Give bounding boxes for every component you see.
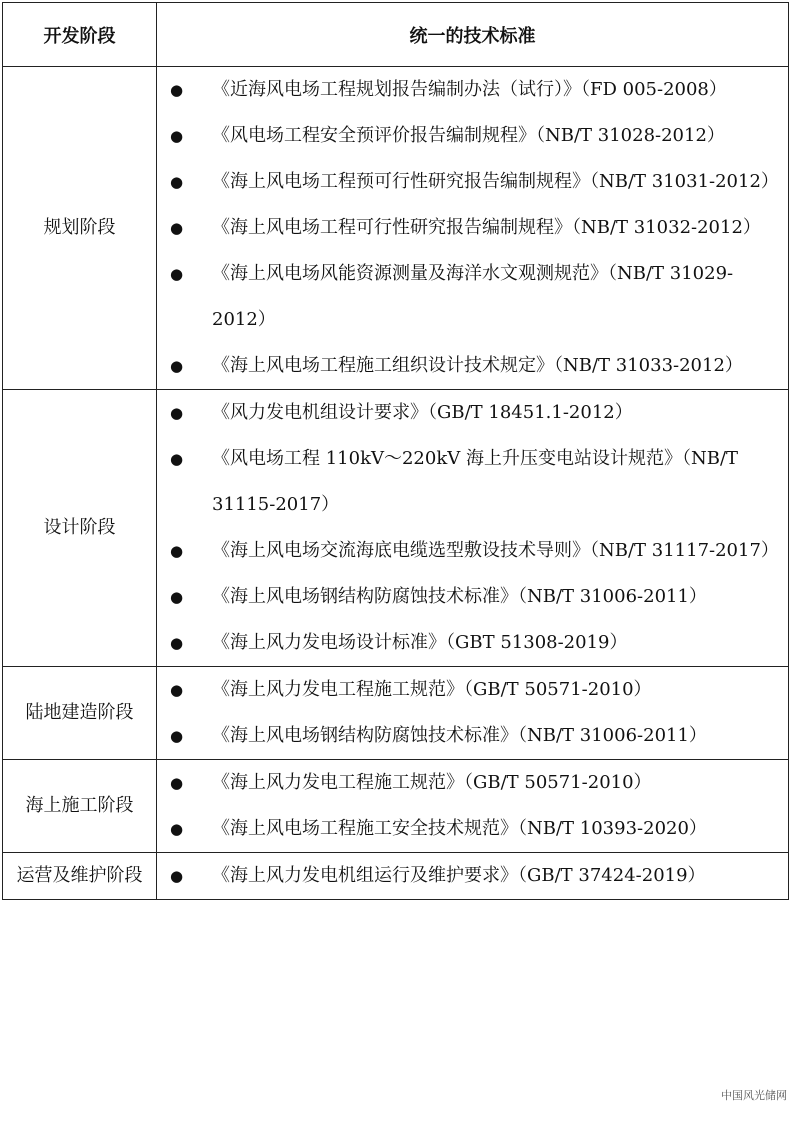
- header-standards: 统一的技术标准: [157, 3, 789, 67]
- standard-item: ● 《海上风电场风能资源测量及海洋水文观测规范》（NB/T 31029-2012）: [157, 251, 788, 343]
- stage-cell: 规划阶段: [3, 67, 157, 390]
- table-row: [3, 390, 789, 667]
- standard-item: ● 《海上风力发电工程施工规范》（GB/T 50571-2010）: [157, 760, 788, 806]
- header-stage: 开发阶段: [3, 3, 157, 67]
- standard-item: ● 《海上风电场钢结构防腐蚀技术标准》（NB/T 31006-2011）: [157, 574, 788, 620]
- table-row: [3, 760, 789, 853]
- standards-cell: [157, 853, 789, 900]
- stage-cell: 运营及维护阶段: [3, 853, 157, 900]
- standard-item: ● 《风电场工程安全预评价报告编制规程》（NB/T 31028-2012）: [157, 113, 788, 159]
- standards-cell: [157, 760, 789, 853]
- table-row: [3, 667, 789, 760]
- table-row: [3, 853, 789, 900]
- stage-cell: 设计阶段: [3, 390, 157, 667]
- standard-item: ● 《海上风电场工程施工安全技术规范》（NB/T 10393-2020）: [157, 806, 788, 852]
- standard-item: ● 《海上风电场交流海底电缆选型敷设技术导则》（NB/T 31117-2017）: [157, 528, 788, 574]
- standard-item: ● 《海上风力发电场设计标准》（GBT 51308-2019）: [157, 620, 788, 666]
- standard-item: ● 《海上风电场钢结构防腐蚀技术标准》（NB/T 31006-2011）: [157, 713, 788, 759]
- table-header-row: [3, 3, 789, 67]
- stage-cell: 海上施工阶段: [3, 760, 157, 853]
- standard-item: ● 《海上风电场工程施工组织设计技术规定》（NB/T 31033-2012）: [157, 343, 788, 389]
- watermark-text: 中国风光储网: [721, 1089, 787, 1102]
- standard-item: ● 《风电场工程 110kV～220kV 海上升压变电站设计规范》（NB/T 31115-2017）: [157, 436, 788, 528]
- standard-item: ● 《海上风力发电工程施工规范》（GB/T 50571-2010）: [157, 667, 788, 713]
- standards-cell: [157, 67, 789, 390]
- standards-cell: [157, 667, 789, 760]
- standards-cell: [157, 390, 789, 667]
- standard-item: ● 《风力发电机组设计要求》（GB/T 18451.1-2012）: [157, 390, 788, 436]
- table-row: [3, 67, 789, 390]
- standard-item: ● 《海上风电场工程可行性研究报告编制规程》（NB/T 31032-2012）: [157, 205, 788, 251]
- standards-table: [2, 2, 789, 900]
- standard-item: ● 《海上风电场工程预可行性研究报告编制规程》（NB/T 31031-2012）: [157, 159, 788, 205]
- stage-cell: 陆地建造阶段: [3, 667, 157, 760]
- standard-item: ● 《近海风电场工程规划报告编制办法（试行）》（FD 005-2008）: [157, 67, 788, 113]
- standard-item: ● 《海上风力发电机组运行及维护要求》（GB/T 37424-2019）: [157, 853, 788, 899]
